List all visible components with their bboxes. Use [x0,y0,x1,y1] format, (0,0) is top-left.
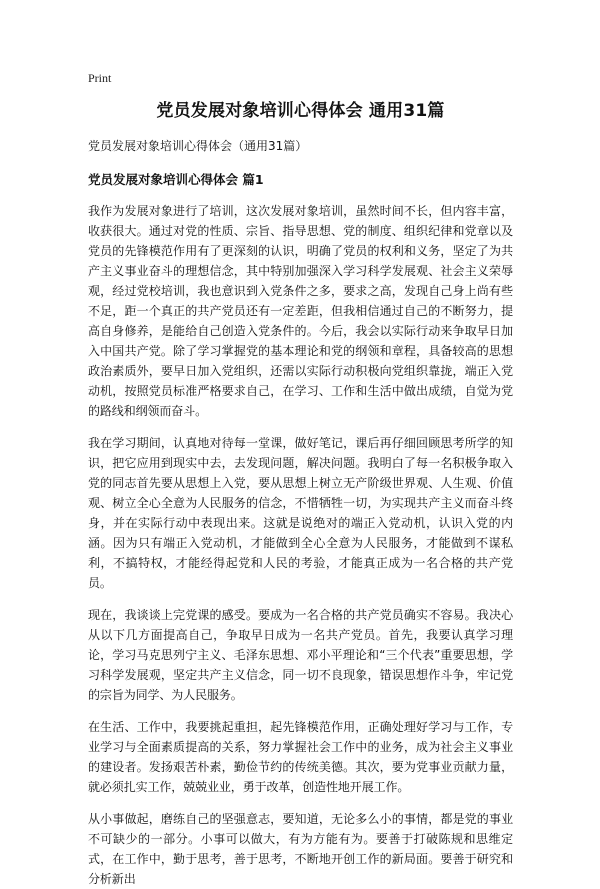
paragraph-1: 我作为发展对象进行了培训，这次发展对象培训，虽然时间不长，但内容丰富，收获很大。通过对党的性质、宗旨、指导思想、党的制度、组织纪律和党章以及党员的先锋模范作用有了更深刻的认识，明确了党员的权利和义务，坚定了为共产主义事业奋斗的理想信念，其中特别加强深入学习科学发展观、社会主义荣辱观，经过党校培训，我也意识到入党条件之多，要求之高，发现自己身上尚有些不足，距一个真正的共产党员还有一定差距，但我相信通过自己的不断努力，提高自身修养，是能给自己创造入党条件的。今后，我会以实际行动来争取早日加入中国共产党。除了学习掌握党的基本理论和党的纲领和章程，具备较高的思想政治素质外，要早日加入党组织，还需以实际行动积极向党组织靠拢，端正入党动机，按照党员标准严格要求自己，在学习、工作和生活中做出成绩，自觉为党的路线和纲领而奋斗。 [88,204,513,418]
page-title: 党员发展对象培训心得体会 通用31篇 [156,101,445,121]
paragraph-2: 我在学习期间，认真地对待每一堂课，做好笔记，课后再仔细回顾思考所学的知识，把它应用到现实中去，去发现问题，解决问题。我明白了每一名积极争取入党的同志首先要从思想上入党，要从思想上树立无产阶级世界观、人生观、价值观、树立全心全意为人民服务的信念，不惜牺牲一切，为实现共产主义而奋斗终身，并在实际行动中表现出来。这就是说绝对的端正入党动机，认识入党的内涵。因为只有端正入党动机，才能做到全心全意为人民服务，才能做到不谋私利，不搞特权，才能经得起党和人民的考验，才能真正成为一名合格的共产党员。 [88,436,513,590]
paragraph-3: 现在，我谈谈上完党课的感受。要成为一名合格的共产党员确实不容易。我决心从以下几方面提高自己，争取早日成为一名共产党员。首先，我要认真学习理论，学习马克思列宁主义、毛泽东思想、邓小平理论和“三个代表”重要思想，学习科学发展观，坚定共产主义信念，同一切不良现象，错误思想作斗争，牢记党的宗旨为同学、为人民服务。 [88,608,513,702]
paragraph-5: 从小事做起，磨练自己的坚强意志，要知道，无论多么小的事情，都是党的事业不可缺少的一部分。小事可以做大，有为方能有为。要善于打破陈规和思维定式，在工作中，勤于思考，善于思考，不断地开创工作的新局面。要善于研究和分析新出 [88,812,513,886]
section-heading: 党员发展对象培训心得体会 篇1 [88,172,264,187]
document-subtitle: 党员发展对象培训心得体会（通用31篇） [88,139,308,153]
paragraph-4: 在生活、工作中，我要挑起重担，起先锋模范作用，正确处理好学习与工作，专业学习与全面素质提高的关系，努力掌握社会工作中的业务，成为社会主义事业的建设者。发扬艰苦朴素，勤俭节约的传统美德。其次，要为党事业贡献力量，就必须扎实工作，兢兢业业，勇于改革，创造性地开展工作。 [88,720,513,794]
print-link[interactable]: Print [88,71,112,85]
